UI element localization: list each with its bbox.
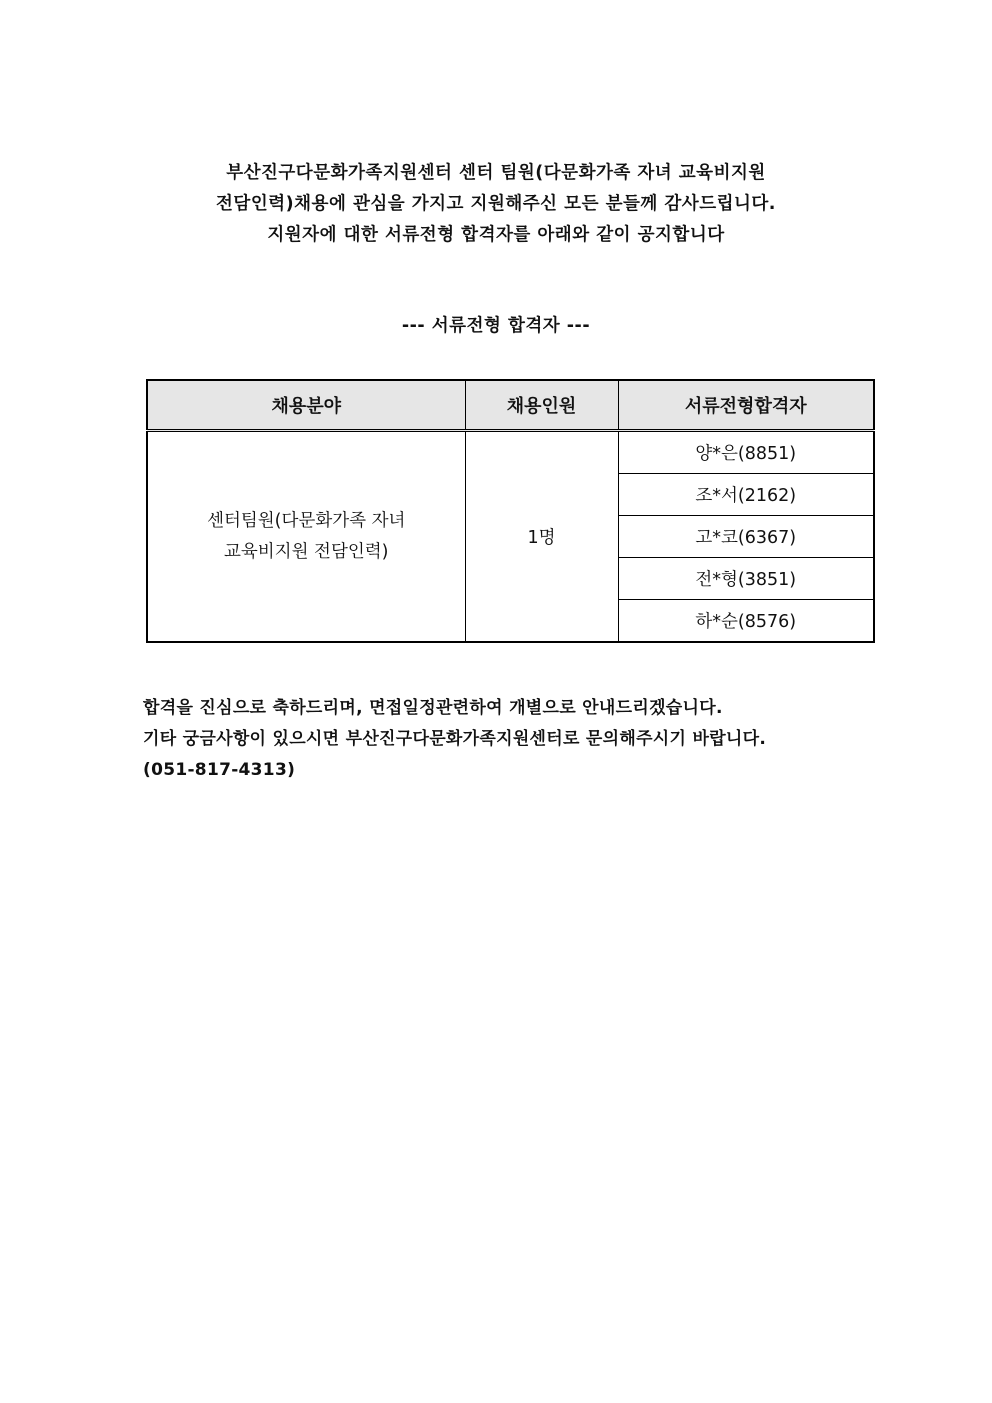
- closing-line-1: 합격을 진심으로 축하드리며, 면접일정관련하여 개별으로 안내드리겠습니다.: [143, 698, 723, 718]
- recruit-field-cell: [147, 431, 465, 643]
- passer-cell: 고*코(6367): [618, 516, 874, 558]
- header-passers: 서류전형합격자: [618, 380, 874, 431]
- passer-cell: 조*서(2162): [618, 474, 874, 516]
- intro-line-1: 부산진구다문화가족지원센터 센터 팀원(다문화가족 자녀 교육비지원: [226, 163, 766, 183]
- header-headcount: 채용인원: [465, 380, 618, 431]
- closing-line-2: 기타 궁금사항이 있으시면 부산진구다문화가족지원센터로 문의해주시기 바랍니다.: [143, 729, 767, 749]
- table-header-row: [147, 380, 874, 431]
- headcount-cell: 1명: [465, 431, 618, 643]
- results-table: [146, 379, 875, 643]
- passer-cell: 양*은(8851): [618, 431, 874, 474]
- intro-line-3: 지원자에 대한 서류전형 합격자를 아래와 같이 공지합니다: [267, 225, 725, 245]
- recruit-field-line-1: 센터팀원(다문화가족 자녀: [207, 510, 406, 531]
- intro-text: [0, 158, 992, 251]
- intro-line-2: 전담인력)채용에 관심을 가지고 지원해주신 모든 분들께 감사드립니다.: [216, 194, 776, 214]
- section-title: --- 서류전형 합격자 ---: [401, 316, 591, 336]
- passer-cell: 하*순(8576): [618, 600, 874, 643]
- header-field: 채용분야: [147, 380, 465, 431]
- passer-cell: 전*형(3851): [618, 558, 874, 600]
- table-row: [147, 431, 874, 474]
- contact-phone: (051-817-4313): [143, 760, 296, 780]
- recruit-field-line-2: 교육비지원 전담인력): [223, 541, 389, 562]
- closing-text: [143, 693, 943, 786]
